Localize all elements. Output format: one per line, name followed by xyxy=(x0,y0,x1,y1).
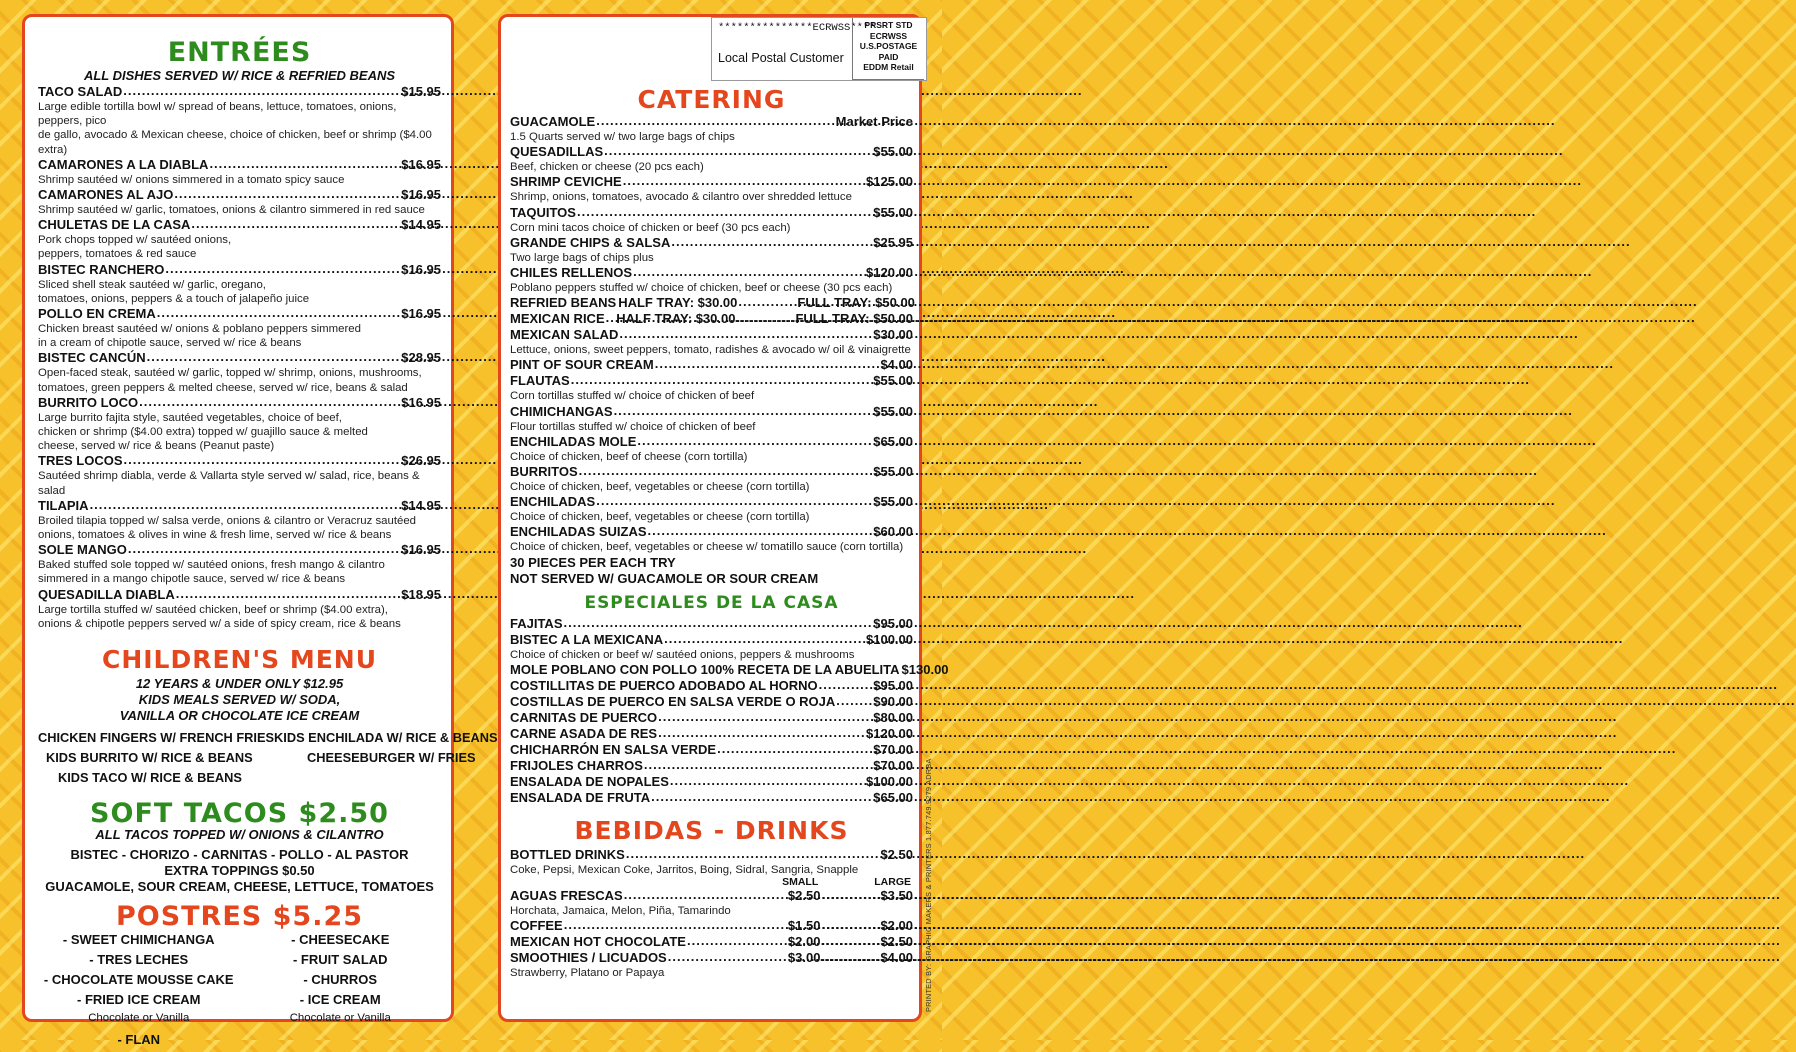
dot-leader xyxy=(128,542,400,554)
item-name: GUACAMOLE xyxy=(510,114,596,129)
item-description: cheese, served w/ rice & beans (Peanut paste) xyxy=(38,440,275,453)
permit-line: ECRWSS xyxy=(869,30,908,41)
small-price: $3.00 xyxy=(787,950,821,966)
dot-leader xyxy=(90,498,401,510)
dot-leader xyxy=(596,114,834,126)
item-description: Choice of chicken or beef w/ sautéed onions, peppers & mushrooms xyxy=(510,648,855,661)
item-description: Horchata, Jamaica, Melon, Piña, Tamarindo xyxy=(510,905,731,918)
item-price: Market Price xyxy=(835,114,913,129)
item-description: Shrimp, onions, tomatoes, avocado & cilantro over shredded lettuce xyxy=(510,191,852,204)
menu-item xyxy=(510,357,913,373)
item-price: $120.00 xyxy=(866,265,913,281)
large-price: $3.50 xyxy=(880,888,913,904)
bebidas-title: BEBIDAS - DRINKS xyxy=(574,815,849,845)
item-name: BISTEC A LA MEXICANA xyxy=(510,631,664,647)
small-price: $1.50 xyxy=(787,918,821,934)
dot-leader xyxy=(819,678,873,690)
postre-item: - FRUIT SALAD xyxy=(292,952,388,968)
item-name: CARNITAS DE PUERCO xyxy=(510,709,658,725)
dot-leader xyxy=(123,84,400,96)
menu-item xyxy=(510,847,913,877)
item-price: $14.95 xyxy=(401,217,441,233)
item-description: peppers, tomatoes & red sauce xyxy=(38,248,197,261)
half-tray-price: HALF TRAY: $30.00 xyxy=(618,295,738,311)
item-description: onions, tomatoes & olives in wine & fresh lime, served w/ rice & beans xyxy=(38,529,392,542)
dot-leader xyxy=(644,758,872,770)
menu-item xyxy=(510,888,913,918)
menu-item xyxy=(510,950,913,980)
item-price: $16.95 xyxy=(401,187,441,203)
menu-item xyxy=(510,726,913,742)
item-description: Coke, Pepsi, Mexican Coke, Jarritos, Boing, Sidral, Sangria, Snapple xyxy=(510,863,859,876)
especiales-list xyxy=(510,615,949,806)
entrees-list xyxy=(38,84,441,631)
item-description: Sliced shell steak sautéed w/ garlic, oregano, xyxy=(38,278,266,291)
item-price: $2.50 xyxy=(880,846,913,862)
item-name: ENCHILADAS MOLE xyxy=(510,433,637,449)
menu-item xyxy=(510,742,913,758)
item-name: FRIJOLES CHARROS xyxy=(510,757,643,773)
menu-item xyxy=(510,174,913,204)
kids-subtitle-line: KIDS MEALS SERVED W/ SODA, xyxy=(138,692,341,708)
soft-tacos-line: GUACAMOLE, SOUR CREAM, CHEESE, LETTUCE, TOMATOES xyxy=(45,879,434,895)
menu-item xyxy=(510,661,949,678)
item-name: TRES LOCOS xyxy=(38,453,123,469)
kids-item: KIDS BURRITO W/ RICE & BEANS xyxy=(46,750,253,766)
item-description: Beef, chicken or cheese (20 pcs each) xyxy=(510,161,704,174)
postres-list xyxy=(38,932,441,1052)
menu-item xyxy=(38,498,441,542)
menu-item xyxy=(38,84,441,157)
item-description: 1.5 Quarts served w/ two large bags of chips xyxy=(510,131,735,143)
item-price: $25.95 xyxy=(873,234,913,250)
item-name: CHILES RELLENOS xyxy=(510,265,633,281)
item-name: GRANDE CHIPS & SALSA xyxy=(510,234,671,250)
menu-item xyxy=(510,694,913,710)
dot-leader xyxy=(717,742,872,754)
item-name: POLLO EN CREMA xyxy=(38,306,156,322)
dot-leader xyxy=(671,235,872,247)
item-price: $70.00 xyxy=(873,757,913,773)
item-price: $55.00 xyxy=(873,494,913,510)
menu-item xyxy=(510,205,913,235)
item-name: SOLE MANGO xyxy=(38,542,127,558)
permit-line: U.S.POSTAGE xyxy=(859,41,918,52)
item-price: $120.00 xyxy=(866,725,913,741)
soft-tacos-subtitle: ALL TACOS TOPPED W/ ONIONS & CILANTRO xyxy=(95,827,384,843)
item-description: Pork chops topped w/ sautéed onions, xyxy=(38,234,232,247)
item-price: $125.00 xyxy=(866,174,913,190)
catering-note: NOT SERVED W/ GUACAMOLE OR SOUR CREAM xyxy=(510,570,819,586)
item-name: REFRIED BEANS xyxy=(510,295,617,311)
childrens-menu-title: CHILDREN'S MENU xyxy=(101,645,378,675)
menu-item xyxy=(38,395,441,454)
item-name: MEXICAN RICE xyxy=(510,311,605,327)
permit-line: PAID xyxy=(878,51,899,62)
dot-leader xyxy=(821,934,879,946)
postre-item: - SWEET CHIMICHANGA xyxy=(62,932,215,948)
dot-leader xyxy=(157,306,401,318)
menu-item xyxy=(510,464,913,494)
printer-credit: PRINTED BY: GRAPHIC MAKERS & PRINTERS 1.877.749.9279 ADRBA xyxy=(924,758,933,1012)
item-price: $26.95 xyxy=(401,453,441,469)
item-name: COSTILLITAS DE PUERCO ADOBADO AL HORNO xyxy=(510,677,818,693)
item-name: FAJITAS xyxy=(510,615,563,631)
item-description: simmered in a mango chipotle sauce, served w/ rice & beans xyxy=(38,573,346,586)
entrees-title: ENTRÉES xyxy=(167,37,312,68)
item-price: $18.95 xyxy=(401,586,441,602)
dot-leader xyxy=(658,726,865,738)
item-name: SHRIMP CEVICHE xyxy=(510,174,622,190)
item-price: $16.95 xyxy=(401,306,441,322)
item-price: $55.00 xyxy=(873,373,913,389)
item-description: tomatoes, onions, peppers & a touch of jalapeño juice xyxy=(38,292,310,305)
item-price: $15.95 xyxy=(401,84,441,99)
item-name: COFFEE xyxy=(510,918,563,934)
menu-item xyxy=(510,774,913,790)
dot-leader xyxy=(577,205,872,217)
item-description: Baked stuffed sole topped w/ sautéed onions, fresh mango & cilantro xyxy=(38,559,385,572)
kids-items xyxy=(38,730,498,786)
item-description: Shrimp sautéed w/ onions simmered in a tomato spicy sauce xyxy=(38,173,345,186)
permit-line: PRSRT STD xyxy=(864,20,913,30)
item-price: $16.95 xyxy=(401,156,441,172)
item-name: PINT OF SOUR CREAM xyxy=(510,357,654,373)
item-price: $55.00 xyxy=(873,144,913,160)
item-description: Sautéed shrimp diabla, verde & Vallarta style served w/ salad, rice, beans & salad xyxy=(38,470,420,497)
catering-title: CATERING xyxy=(637,85,786,114)
item-name: BISTEC RANCHERO xyxy=(38,261,165,277)
item-name: CAMARONES AL AJO xyxy=(38,187,174,203)
menu-item xyxy=(510,710,913,726)
menu-item xyxy=(510,524,913,554)
dot-leader xyxy=(648,524,873,536)
dot-leader xyxy=(658,710,872,722)
dot-leader xyxy=(651,790,872,802)
catering-list xyxy=(510,327,913,554)
menu-item xyxy=(510,373,913,403)
item-description: Large edible tortilla bowl w/ spread of beans, lettuce, tomatoes, onions, peppers, pico xyxy=(38,101,397,128)
item-name: BISTEC CANCÚN xyxy=(38,350,146,366)
item-name: TILAPIA xyxy=(38,497,89,513)
full-tray-price: FULL TRAY: $50.00 xyxy=(795,311,913,327)
item-description: Broiled tilapia topped w/ salsa verde, onions & cilantro or Veracruz sautéed xyxy=(38,514,417,527)
item-name: ENSALADA DE NOPALES xyxy=(510,773,669,789)
dot-leader xyxy=(821,918,879,930)
especiales-title: ESPECIALES DE LA CASA xyxy=(584,592,839,613)
item-description: Choice of chicken, beef of cheese (corn tortilla) xyxy=(510,450,748,463)
item-name: CARNE ASADA DE RES xyxy=(510,725,658,741)
item-price: $16.95 xyxy=(401,394,441,410)
menu-item xyxy=(38,542,441,586)
dot-leader xyxy=(668,950,787,962)
item-name: ENSALADA DE FRUTA xyxy=(510,789,651,805)
item-price: $55.00 xyxy=(873,403,913,419)
large-price: $2.00 xyxy=(880,918,913,934)
item-price: $100.00 xyxy=(866,631,913,647)
catering-note: 30 PIECES PER EACH TRY xyxy=(510,554,676,570)
item-price: $55.00 xyxy=(873,204,913,220)
menu-item xyxy=(38,262,441,306)
item-name: MOLE POBLANO CON POLLO 100% RECETA DE LA ABUELITA xyxy=(510,661,900,677)
tray-list xyxy=(510,295,913,327)
permit-line: EDDM Retail xyxy=(863,62,914,73)
postre-note: Chocolate or Vanilla xyxy=(88,1012,190,1025)
kids-item: KIDS TACO W/ RICE & BEANS xyxy=(58,770,242,786)
dot-leader xyxy=(637,434,872,446)
menu-item xyxy=(510,934,913,950)
item-name: MEXICAN HOT CHOCOLATE xyxy=(510,934,686,950)
kids-item: KIDS ENCHILADA W/ RICE & BEANS xyxy=(274,730,498,746)
item-name: AGUAS FRESCAS xyxy=(510,888,623,904)
item-price: $95.00 xyxy=(873,677,913,693)
soft-tacos-line: BISTEC - CHORIZO - CARNITAS - POLLO - AL PASTOR xyxy=(70,847,409,863)
menu-item xyxy=(38,187,441,217)
dot-leader xyxy=(738,295,796,307)
item-name: TAQUITOS xyxy=(510,204,576,220)
item-description: onions & chipotle peppers served w/ a side of spicy cream, rice & beans xyxy=(38,617,401,630)
postal-indicia xyxy=(711,17,927,81)
kids-subtitle-line: 12 YEARS & UNDER ONLY $12.95 xyxy=(135,676,344,692)
item-description: tomatoes, green peppers & melted cheese, served w/ rice, beans & salad xyxy=(38,381,408,394)
item-name: MEXICAN SALAD xyxy=(510,327,619,343)
postre-item: - FLAN xyxy=(117,1032,161,1048)
postre-item: - CHOCOLATE MOUSSE CAKE xyxy=(43,972,234,988)
item-name: BURRITOS xyxy=(510,464,578,480)
item-price: $70.00 xyxy=(873,741,913,757)
item-price: $60.00 xyxy=(873,524,913,540)
menu-item xyxy=(510,327,913,357)
small-price: $2.50 xyxy=(787,888,821,904)
item-description: Chicken breast sautéed w/ onions & poblano peppers simmered xyxy=(38,323,361,336)
mailing-area xyxy=(510,17,918,91)
dot-leader xyxy=(624,888,787,900)
menu-item xyxy=(510,918,913,934)
menu-item xyxy=(38,350,441,394)
item-price: $16.95 xyxy=(401,542,441,558)
menu-item xyxy=(510,235,913,265)
item-name: BOTTLED DRINKS xyxy=(510,846,625,862)
entrees-subtitle: ALL DISHES SERVED W/ RICE & REFRIED BEANS xyxy=(83,68,396,83)
dot-leader xyxy=(655,357,880,369)
item-price: $16.95 xyxy=(401,261,441,277)
item-name: CAMARONES A LA DIABLA xyxy=(38,156,209,172)
menu-item xyxy=(510,434,913,464)
dot-leader xyxy=(736,311,794,323)
item-description: Lettuce, onions, sweet peppers, tomato, radishes & avocado w/ oil & vinaigrette xyxy=(510,344,911,357)
item-price: $130.00 xyxy=(901,661,949,677)
menu-item xyxy=(510,790,913,806)
dot-leader xyxy=(147,350,401,362)
small-price: $2.00 xyxy=(787,934,821,950)
item-name: CHICHARRÓN EN SALSA VERDE xyxy=(510,741,717,757)
menu-item xyxy=(38,453,441,497)
item-price: $100.00 xyxy=(866,773,913,789)
item-price: $14.95 xyxy=(401,497,441,513)
item-name: CHIMICHANGAS xyxy=(510,403,613,419)
item-description: Poblano peppers stuffed w/ choice of chicken, beef or cheese (30 pcs each) xyxy=(510,282,893,295)
postre-item: - ICE CREAM xyxy=(299,992,381,1008)
menu-item xyxy=(510,144,913,174)
dot-leader xyxy=(614,404,873,416)
item-description: Large tortilla stuffed w/ sautéed chicken, beef or shrimp ($4.00 extra), xyxy=(38,603,388,616)
menu-item xyxy=(510,265,913,295)
menu-item xyxy=(510,758,913,774)
menu-item xyxy=(510,616,913,632)
dot-leader xyxy=(623,174,865,186)
large-price: $4.00 xyxy=(880,950,913,966)
dot-leader xyxy=(596,494,872,506)
kids-item: CHEESEBURGER W/ FRIES xyxy=(307,750,476,766)
dot-leader xyxy=(687,934,787,946)
menu-item xyxy=(38,587,441,631)
item-price: $30.00 xyxy=(873,327,913,343)
item-name: FLAUTAS xyxy=(510,373,570,389)
postre-item: - CHEESECAKE xyxy=(291,932,390,948)
large-price: $2.50 xyxy=(880,934,913,950)
item-price: $55.00 xyxy=(873,464,913,480)
item-description: Large burrito fajita style, sautéed vegetables, choice of beef, xyxy=(38,411,342,424)
dot-leader xyxy=(165,262,400,274)
tray-item xyxy=(510,295,913,311)
item-description: Open-faced steak, sautéed w/ garlic, topped w/ shrimp, onions, mushrooms, xyxy=(38,367,422,380)
item-description: Flour tortillas stuffed w/ choice of chicken of beef xyxy=(510,420,756,433)
menu-item xyxy=(38,306,441,350)
dot-leader xyxy=(209,157,400,169)
catering-list xyxy=(510,114,913,295)
dot-leader xyxy=(836,694,872,706)
kids-subtitle-line: VANILLA OR CHOCOLATE ICE CREAM xyxy=(119,708,360,724)
dot-leader xyxy=(174,187,400,199)
dot-leader xyxy=(139,395,400,407)
size-small-label: SMALL xyxy=(782,876,819,889)
postres-right-column xyxy=(240,932,442,1052)
item-description: Two large bags of chips plus xyxy=(510,251,654,264)
dot-leader xyxy=(571,373,873,385)
dot-leader xyxy=(564,616,873,628)
half-tray-price: HALF TRAY: $30.00 xyxy=(616,311,736,327)
item-price: $4.00 xyxy=(880,357,913,373)
item-description: Choice of chicken, beef, vegetables or cheese w/ tomatillo sauce (corn tortilla) xyxy=(510,541,904,554)
item-name: ENCHILADAS xyxy=(510,494,596,510)
postre-note: Chocolate or Vanilla xyxy=(289,1012,391,1025)
dot-leader xyxy=(606,311,616,323)
dot-leader xyxy=(821,888,879,900)
item-description: Choice of chicken, beef, vegetables or cheese (corn tortilla) xyxy=(510,481,810,494)
dot-leader xyxy=(626,847,880,859)
size-large-label: LARGE xyxy=(874,876,911,889)
menu-item xyxy=(510,114,913,144)
postres-left-column xyxy=(38,932,240,1052)
postal-customer: Local Postal Customer xyxy=(718,51,844,65)
postre-item: - TRES LECHES xyxy=(89,952,189,968)
item-description: Corn tortillas stuffed w/ choice of chicken of beef xyxy=(510,390,755,403)
postage-permit xyxy=(852,18,924,80)
dot-leader xyxy=(604,144,872,156)
item-price: $95.00 xyxy=(873,615,913,631)
dot-leader xyxy=(619,327,872,339)
postre-item: - FRIED ICE CREAM xyxy=(77,992,201,1008)
menu-item xyxy=(510,632,913,662)
item-name: BURRITO LOCO xyxy=(38,394,139,410)
dot-leader xyxy=(124,453,401,465)
item-price: $28.95 xyxy=(401,350,441,366)
item-description: Shrimp sautéed w/ garlic, tomatoes, onions & cilantro simmered in red sauce xyxy=(38,204,425,217)
item-description: Corn mini tacos choice of chicken or beef (30 pcs each) xyxy=(510,221,791,234)
item-price: $65.00 xyxy=(873,789,913,805)
dot-leader xyxy=(821,950,879,962)
kids-item: CHICKEN FINGERS W/ FRENCH FRIES xyxy=(38,730,275,746)
postal-route-code: ***************ECRWSS**** xyxy=(718,22,876,34)
item-name: QUESADILLAS xyxy=(510,144,604,160)
full-tray-price: FULL TRAY: $50.00 xyxy=(797,295,915,311)
item-description: Choice of chicken, beef, vegetables or cheese (corn tortilla) xyxy=(510,511,810,524)
postres-title: POSTRES $5.25 xyxy=(115,901,364,933)
soft-tacos-line: EXTRA TOPPINGS $0.50 xyxy=(164,863,315,879)
item-description: chicken or shrimp ($4.00 extra) topped w/ guajillo sauce & melted xyxy=(38,426,368,439)
menu-item xyxy=(510,404,913,434)
left-menu-panel xyxy=(22,14,498,1048)
dot-leader xyxy=(191,217,400,229)
item-name: CHULETAS DE LA CASA xyxy=(38,217,191,233)
drinks-list xyxy=(510,888,913,980)
item-description: in a cream of chipotle sauce, served w/ rice & beans xyxy=(38,337,302,350)
dot-leader xyxy=(176,587,400,599)
menu-item xyxy=(510,494,913,524)
dot-leader xyxy=(579,464,873,476)
dot-leader xyxy=(564,918,787,930)
item-description: de gallo, avocado & Mexican cheese, choice of chicken, beef or shrimp ($4.00 extra) xyxy=(38,129,432,156)
soft-tacos-title: SOFT TACOS $2.50 xyxy=(90,798,389,830)
item-name: TACO SALAD xyxy=(38,84,123,99)
tray-item xyxy=(510,311,913,327)
menu-item xyxy=(510,678,913,694)
item-name: SMOOTHIES / LICUADOS xyxy=(510,950,667,966)
menu-item xyxy=(38,157,441,187)
item-description: Strawberry, Platano or Papaya xyxy=(510,967,665,980)
menu-item xyxy=(38,217,441,261)
item-price: $90.00 xyxy=(873,693,913,709)
item-price: $65.00 xyxy=(873,433,913,449)
item-name: COSTILLAS DE PUERCO EN SALSA VERDE O ROJA xyxy=(510,693,836,709)
item-name: ENCHILADAS SUIZAS xyxy=(510,524,647,540)
childrens-menu-subtitle xyxy=(38,676,441,724)
dot-leader xyxy=(633,265,865,277)
postre-item: - CHURROS xyxy=(303,972,378,988)
item-price: $80.00 xyxy=(873,709,913,725)
dot-leader xyxy=(664,632,865,644)
dot-leader xyxy=(670,774,865,786)
item-name: QUESADILLA DIABLA xyxy=(38,586,175,602)
